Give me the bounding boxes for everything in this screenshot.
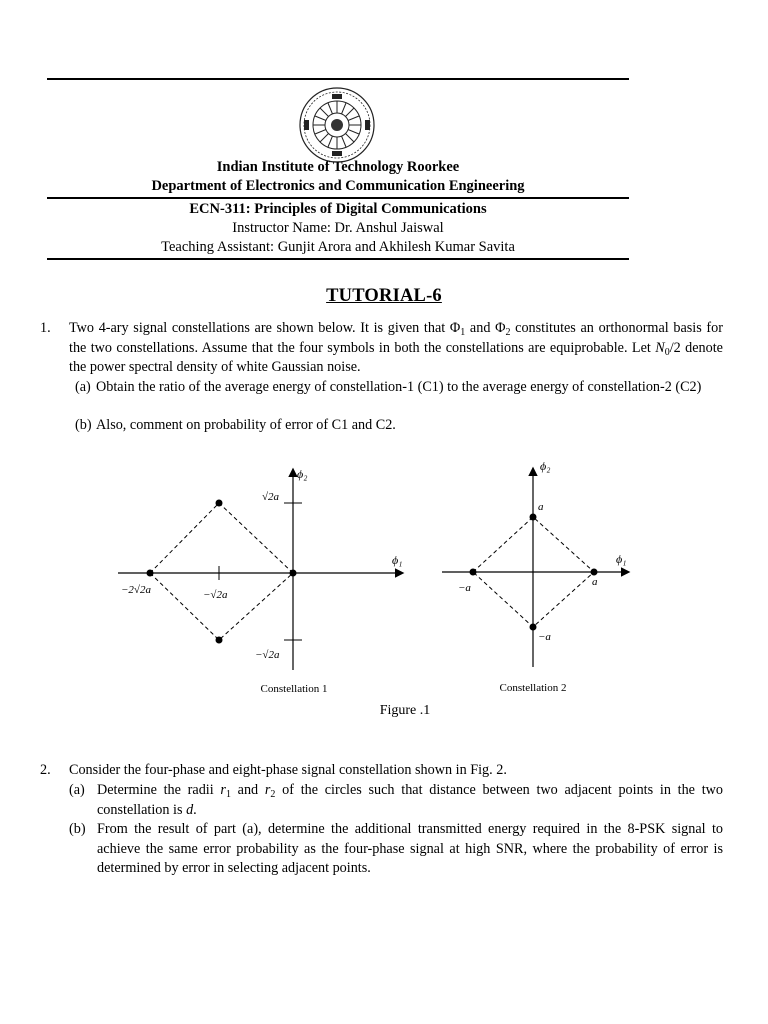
c1-point-bottom bbox=[216, 637, 223, 644]
r2-sub: 2 bbox=[270, 789, 276, 800]
bottom-rule bbox=[47, 258, 629, 260]
c1-dashed-diamond bbox=[150, 503, 293, 640]
q1-intro bbox=[69, 319, 723, 378]
r1-sub: 1 bbox=[225, 789, 231, 800]
q1-intro-b: and bbox=[465, 320, 496, 336]
r2-symbol: r bbox=[264, 782, 271, 798]
c1-point-top bbox=[216, 500, 223, 507]
q1-part-b: Also, comment on probability of error of C1 and C2. bbox=[96, 417, 396, 433]
n0-symbol: N bbox=[655, 339, 665, 356]
c2-point-bottom bbox=[530, 624, 537, 631]
q1-part-a-label: (a) bbox=[75, 379, 91, 395]
phi2-sub: 2 bbox=[505, 327, 511, 338]
c2-point-right bbox=[591, 569, 598, 576]
institute-logo bbox=[296, 86, 378, 164]
q1-intro-d: denote the power spectral density of white Gaussian noise. bbox=[69, 339, 723, 375]
n0-sub: 0 bbox=[664, 346, 670, 358]
department-name: Department of Electronics and Communication Engineering bbox=[151, 178, 525, 194]
q2-number: 2. bbox=[40, 762, 51, 778]
q2-part-b: From the result of part (a), determine the additional transmitted energy required in the 8-PSK signal to achieve the same error probability as the four-phase signal at high SNR, where the probability of error is determined by error in selecting adjacent points. bbox=[97, 821, 723, 876]
r1-symbol: r bbox=[220, 782, 226, 798]
q1-part-b-label: (b) bbox=[75, 417, 92, 433]
c2-point-left bbox=[470, 569, 477, 576]
c2-tick-top-label: a bbox=[538, 501, 544, 513]
constellation-2-diagram bbox=[438, 455, 638, 700]
q1-intro-c: constitutes an orthonormal basis for the two constellations. Assume that the four symbols in both the constellations are equiprobable. Let bbox=[69, 320, 723, 356]
mid-rule bbox=[47, 197, 629, 199]
c2-axis-x-label: ϕ₁ bbox=[616, 552, 627, 566]
phi2-symbol: Φ bbox=[495, 320, 506, 336]
n0-rest: /2 bbox=[669, 339, 681, 356]
c2-caption: Constellation 2 bbox=[499, 682, 567, 694]
q2-part-b-label: (b) bbox=[69, 821, 86, 837]
course-name: ECN-311: Principles of Digital Communications bbox=[189, 201, 487, 217]
q2-part-a-3: of the circles such that distance between two adjacent points in the two constellation is bbox=[97, 782, 723, 818]
q2-part-a-2: and bbox=[230, 782, 265, 798]
instructor-name: Instructor Name: Dr. Anshul Jaiswal bbox=[232, 220, 444, 236]
c1-axis-x-label: ϕ₁ bbox=[392, 553, 403, 567]
c1-tick-bottom-label: −√2a bbox=[255, 649, 280, 661]
c1-point-right bbox=[290, 570, 297, 577]
c2-tick-bottom-label: −a bbox=[538, 631, 551, 643]
q2-part-a-1: Determine the radii bbox=[97, 782, 221, 798]
d-symbol: d bbox=[186, 801, 194, 818]
q1-number: 1. bbox=[40, 320, 51, 336]
c1-tick-mid-label: −√2a bbox=[203, 589, 228, 601]
c1-tick-top-label: √2a bbox=[262, 491, 280, 503]
c2-axis-y-label: ϕ₂ bbox=[540, 459, 551, 473]
c1-axis-y-label: ϕ₂ bbox=[297, 467, 308, 481]
constellation-1-diagram bbox=[110, 458, 420, 703]
c1-point-left bbox=[147, 570, 154, 577]
q2-intro: Consider the four-phase and eight-phase signal constellation shown in Fig. 2. bbox=[69, 762, 507, 778]
phi1-sub: 1 bbox=[460, 327, 466, 338]
q2-part-a-4: . bbox=[193, 801, 197, 818]
phi1-symbol: Φ bbox=[449, 320, 461, 336]
figure-1-caption: Figure .1 bbox=[379, 703, 431, 718]
c1-caption: Constellation 1 bbox=[260, 683, 328, 695]
c2-tick-left-label: −a bbox=[458, 582, 471, 594]
tutorial-title: TUTORIAL-6 bbox=[326, 286, 442, 306]
q2-part-a-label: (a) bbox=[69, 782, 85, 798]
c2-point-top bbox=[530, 514, 537, 521]
top-rule bbox=[47, 78, 629, 80]
q1-intro-a: Two 4-ary signal constellations are shown below. It is given that bbox=[69, 320, 450, 336]
c2-tick-right-label: a bbox=[592, 576, 598, 588]
q2-part-a bbox=[97, 781, 723, 820]
institute-name: Indian Institute of Technology Roorkee bbox=[216, 159, 460, 175]
c1-tick-left-label: −2√2a bbox=[121, 584, 151, 596]
teaching-assistants: Teaching Assistant: Gunjit Arora and Akhilesh Kumar Savita bbox=[161, 239, 515, 255]
q1-part-a: Obtain the ratio of the average energy of constellation-1 (C1) to the average energy of constellation-2 (C2) bbox=[96, 379, 702, 395]
